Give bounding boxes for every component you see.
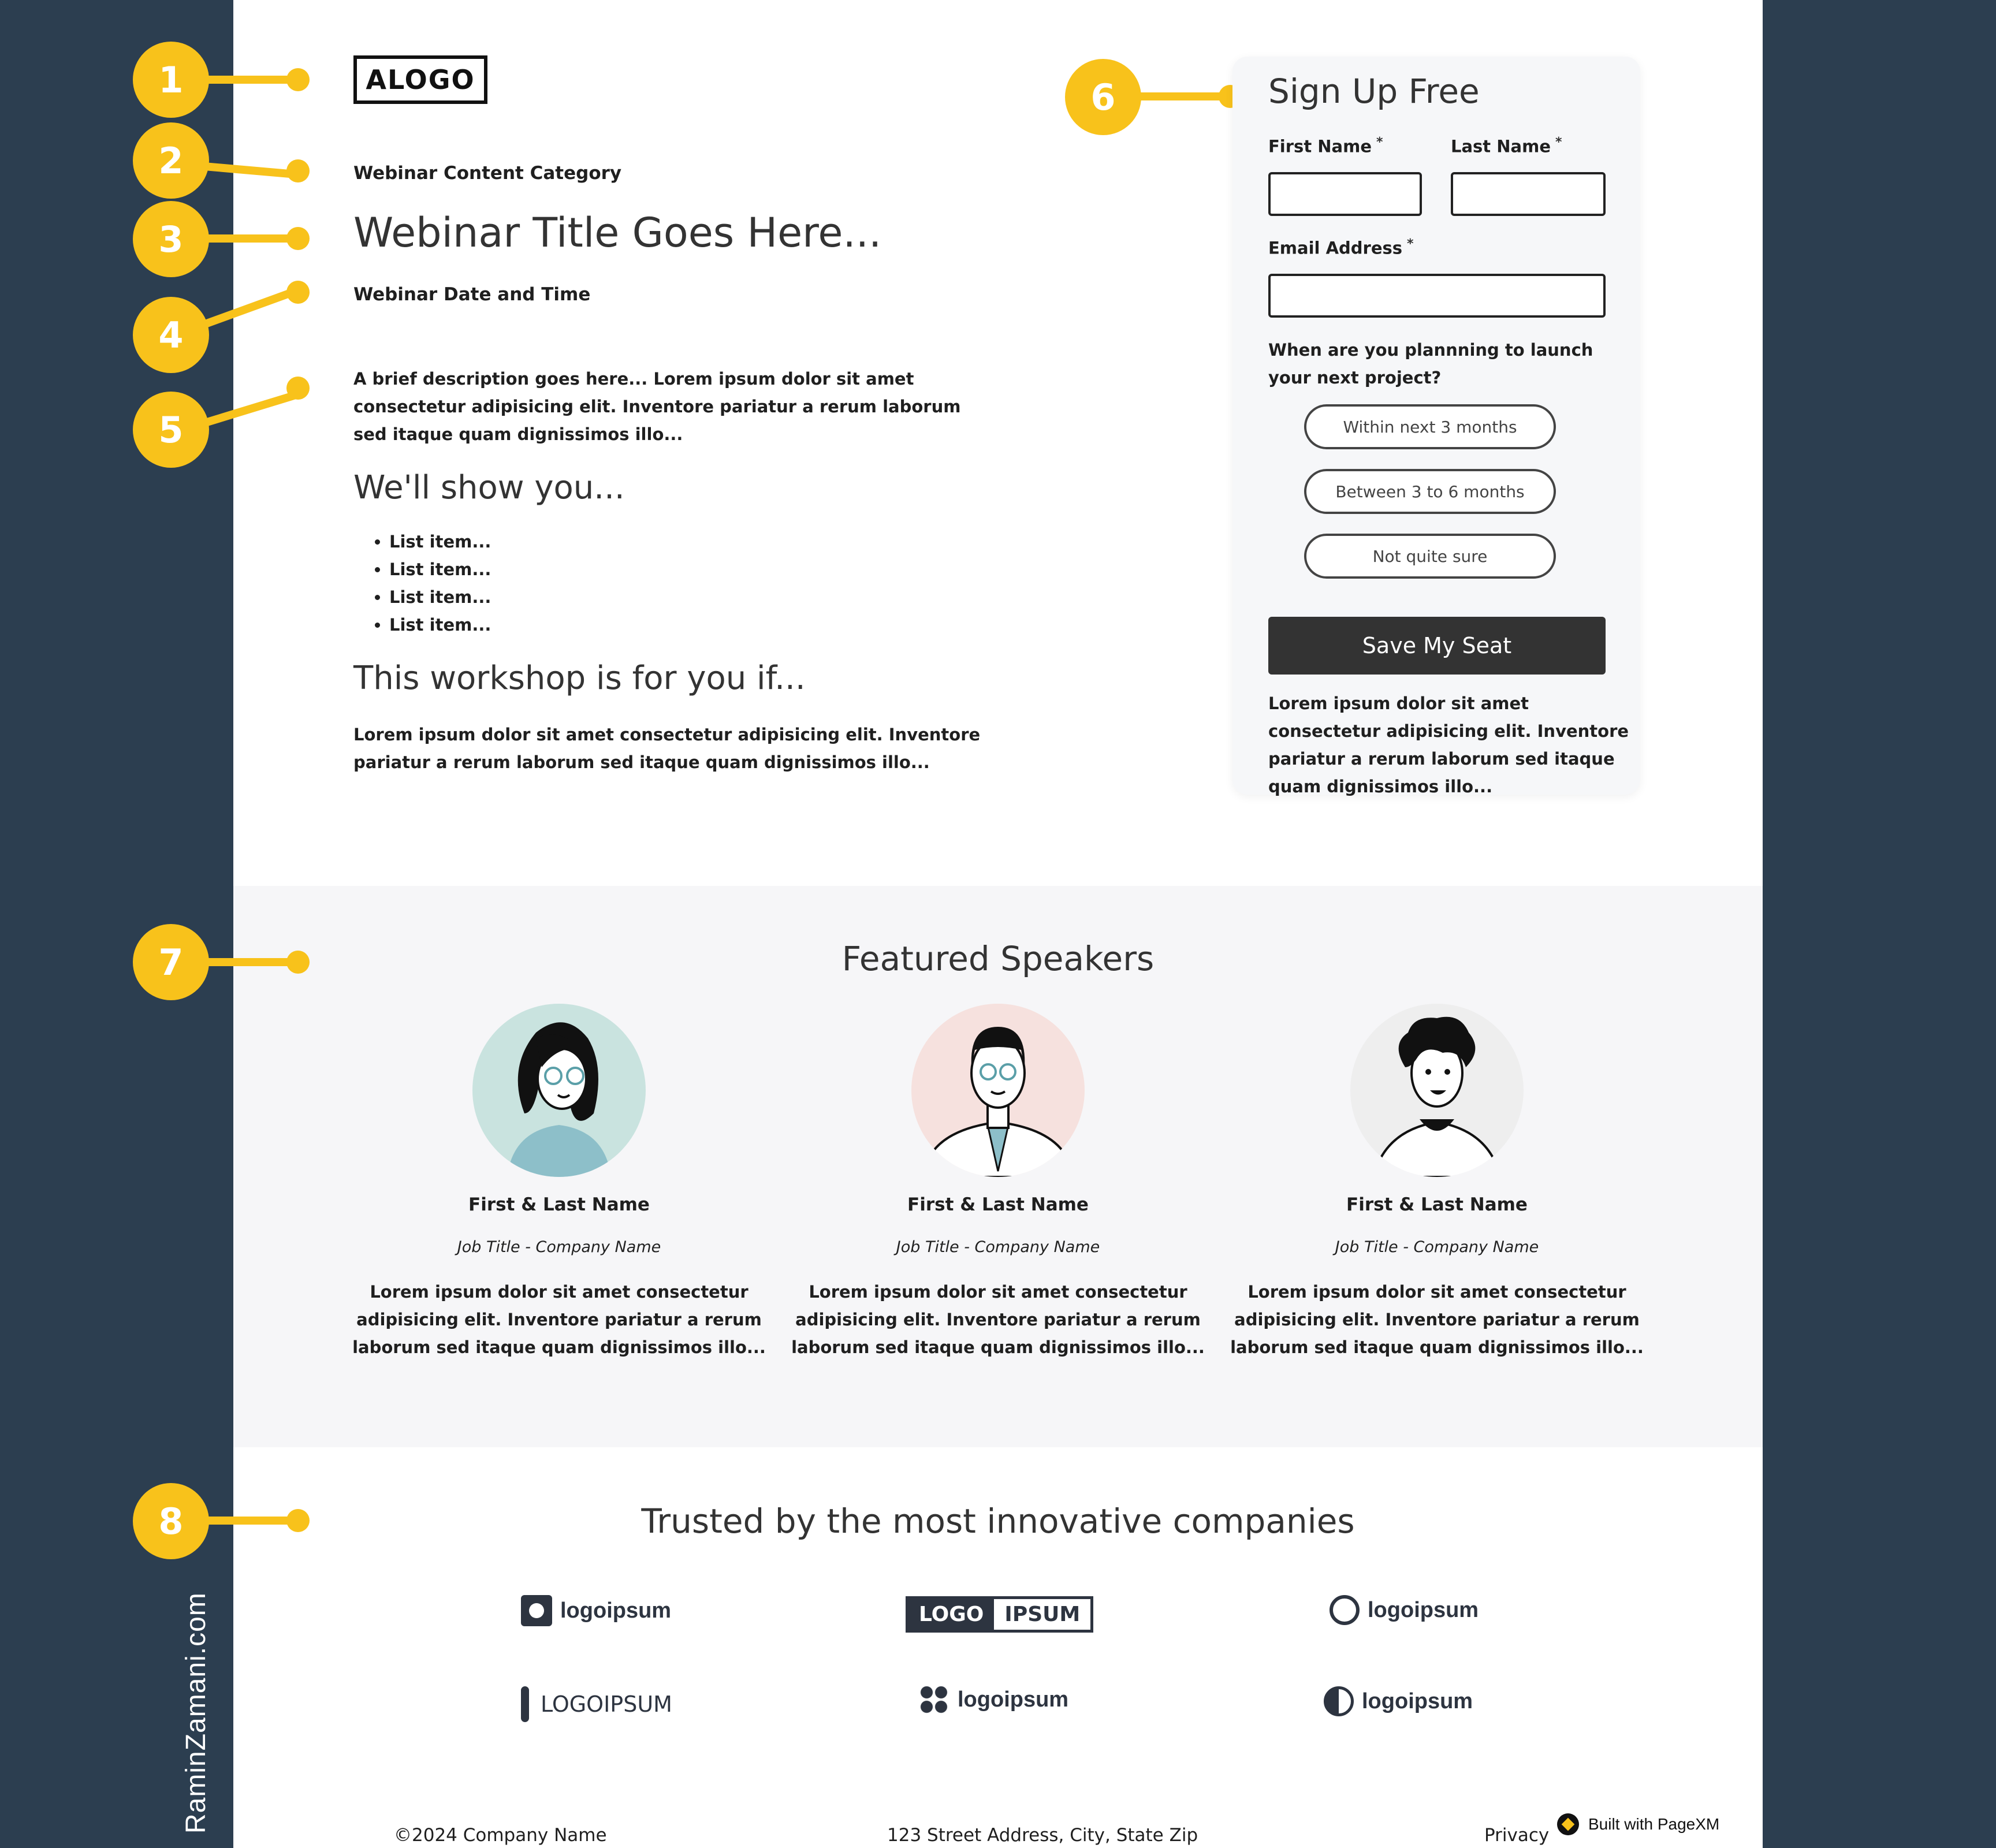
speaker-card <box>790 1004 1206 1361</box>
webinar-title: Webinar Title Goes Here... <box>353 209 882 256</box>
partner-logo: logoipsum <box>919 1685 1068 1714</box>
signup-title: Sign Up Free <box>1268 72 1480 111</box>
speaker-card <box>1229 1004 1645 1361</box>
speaker-card <box>351 1004 767 1361</box>
site-watermark: RaminZamani.com <box>181 1592 211 1834</box>
logo-box-mark: LOGO IPSUM <box>906 1596 1093 1633</box>
speaker-name: First & Last Name <box>907 1194 1089 1215</box>
speaker-job: Job Title - Company Name <box>896 1238 1100 1256</box>
partner-logo: logoipsum <box>1330 1595 1479 1625</box>
workshop-for-you-heading: This workshop is for you if... <box>353 660 806 697</box>
speaker-name: First & Last Name <box>468 1194 650 1215</box>
save-my-seat-button[interactable]: Save My Seat <box>1268 617 1606 675</box>
first-name-label: First Name * <box>1268 135 1383 157</box>
speaker-job: Job Title - Company Name <box>457 1238 661 1256</box>
speakers-title: Featured Speakers <box>841 939 1155 978</box>
logo-mark-icon <box>521 1595 552 1626</box>
partner-logo: logoipsum <box>521 1595 671 1626</box>
speaker-bio: Lorem ipsum dolor sit amet consectetur adipisicing elit. Inventore pariatur a rerum laborum sed itaque quam dignissimos illo... <box>352 1282 766 1357</box>
webinar-datetime: Webinar Date and Time <box>353 284 591 305</box>
footer-copyright: ©2024 Company Name <box>394 1825 607 1846</box>
speaker-avatar <box>911 1004 1085 1177</box>
brand-logo[interactable]: ALOGO <box>353 55 487 104</box>
list-item: • List item... <box>389 556 491 583</box>
benefits-list <box>353 528 491 639</box>
email-field[interactable] <box>1268 274 1606 318</box>
speaker-bio: Lorem ipsum dolor sit amet consectetur adipisicing elit. Inventore pariatur a rerum laborum sed itaque quam dignissimos illo... <box>791 1282 1205 1357</box>
webinar-description: A brief description goes here... Lorem ipsum dolor sit amet consectetur adipisicing elit. Inventore pariatur a rerum laborum sed itaque quam dignissimos illo... <box>353 369 961 444</box>
speaker-avatar <box>472 1004 646 1177</box>
last-name-field[interactable] <box>1451 172 1606 216</box>
option-3-to-6-months[interactable]: Between 3 to 6 months <box>1304 469 1556 514</box>
logo-mark-icon <box>1324 1686 1354 1716</box>
trusted-title: Trusted by the most innovative companies <box>641 1502 1355 1541</box>
wheat-icon <box>521 1686 529 1722</box>
partner-logo: LOGOIPSUM <box>521 1686 672 1722</box>
built-with-badge[interactable]: Built with PageXM <box>1557 1813 1719 1835</box>
workshop-for-you-text: Lorem ipsum dolor sit amet consectetur adipisicing elit. Inventore pariatur a rerum laborum sed itaque quam dignissimos illo... <box>353 725 981 772</box>
list-item: • List item... <box>389 583 491 611</box>
speaker-name: First & Last Name <box>1346 1194 1528 1215</box>
launch-question: When are you plannning to launch your next project? <box>1268 340 1593 388</box>
signup-note: Lorem ipsum dolor sit amet consectetur adipisicing elit. Inventore pariatur a rerum laborum sed itaque quam dignissimos illo... <box>1268 694 1629 796</box>
speaker-bio: Lorem ipsum dolor sit amet consectetur adipisicing elit. Inventore pariatur a rerum laborum sed itaque quam dignissimos illo... <box>1230 1282 1644 1357</box>
list-item: • List item... <box>389 528 491 556</box>
option-within-3-months[interactable]: Within next 3 months <box>1304 404 1556 449</box>
first-name-field[interactable] <box>1268 172 1422 216</box>
speaker-job: Job Title - Company Name <box>1335 1238 1539 1256</box>
email-label: Email Address * <box>1268 237 1414 258</box>
last-name-label: Last Name * <box>1451 135 1562 157</box>
webinar-category: Webinar Content Category <box>353 163 622 184</box>
logo-mark-icon <box>1330 1595 1360 1625</box>
option-not-sure[interactable]: Not quite sure <box>1304 534 1556 579</box>
footer-privacy-link[interactable]: Privacy <box>1484 1825 1550 1846</box>
show-you-heading: We'll show you... <box>353 469 625 506</box>
footer-address: 123 Street Address, City, State Zip <box>887 1825 1198 1846</box>
logo-mark-icon <box>919 1685 948 1714</box>
list-item: • List item... <box>389 611 491 639</box>
pagexm-icon <box>1557 1813 1579 1835</box>
partner-logo <box>906 1596 1093 1633</box>
speaker-avatar <box>1350 1004 1524 1177</box>
partner-logo: logoipsum <box>1324 1686 1473 1716</box>
